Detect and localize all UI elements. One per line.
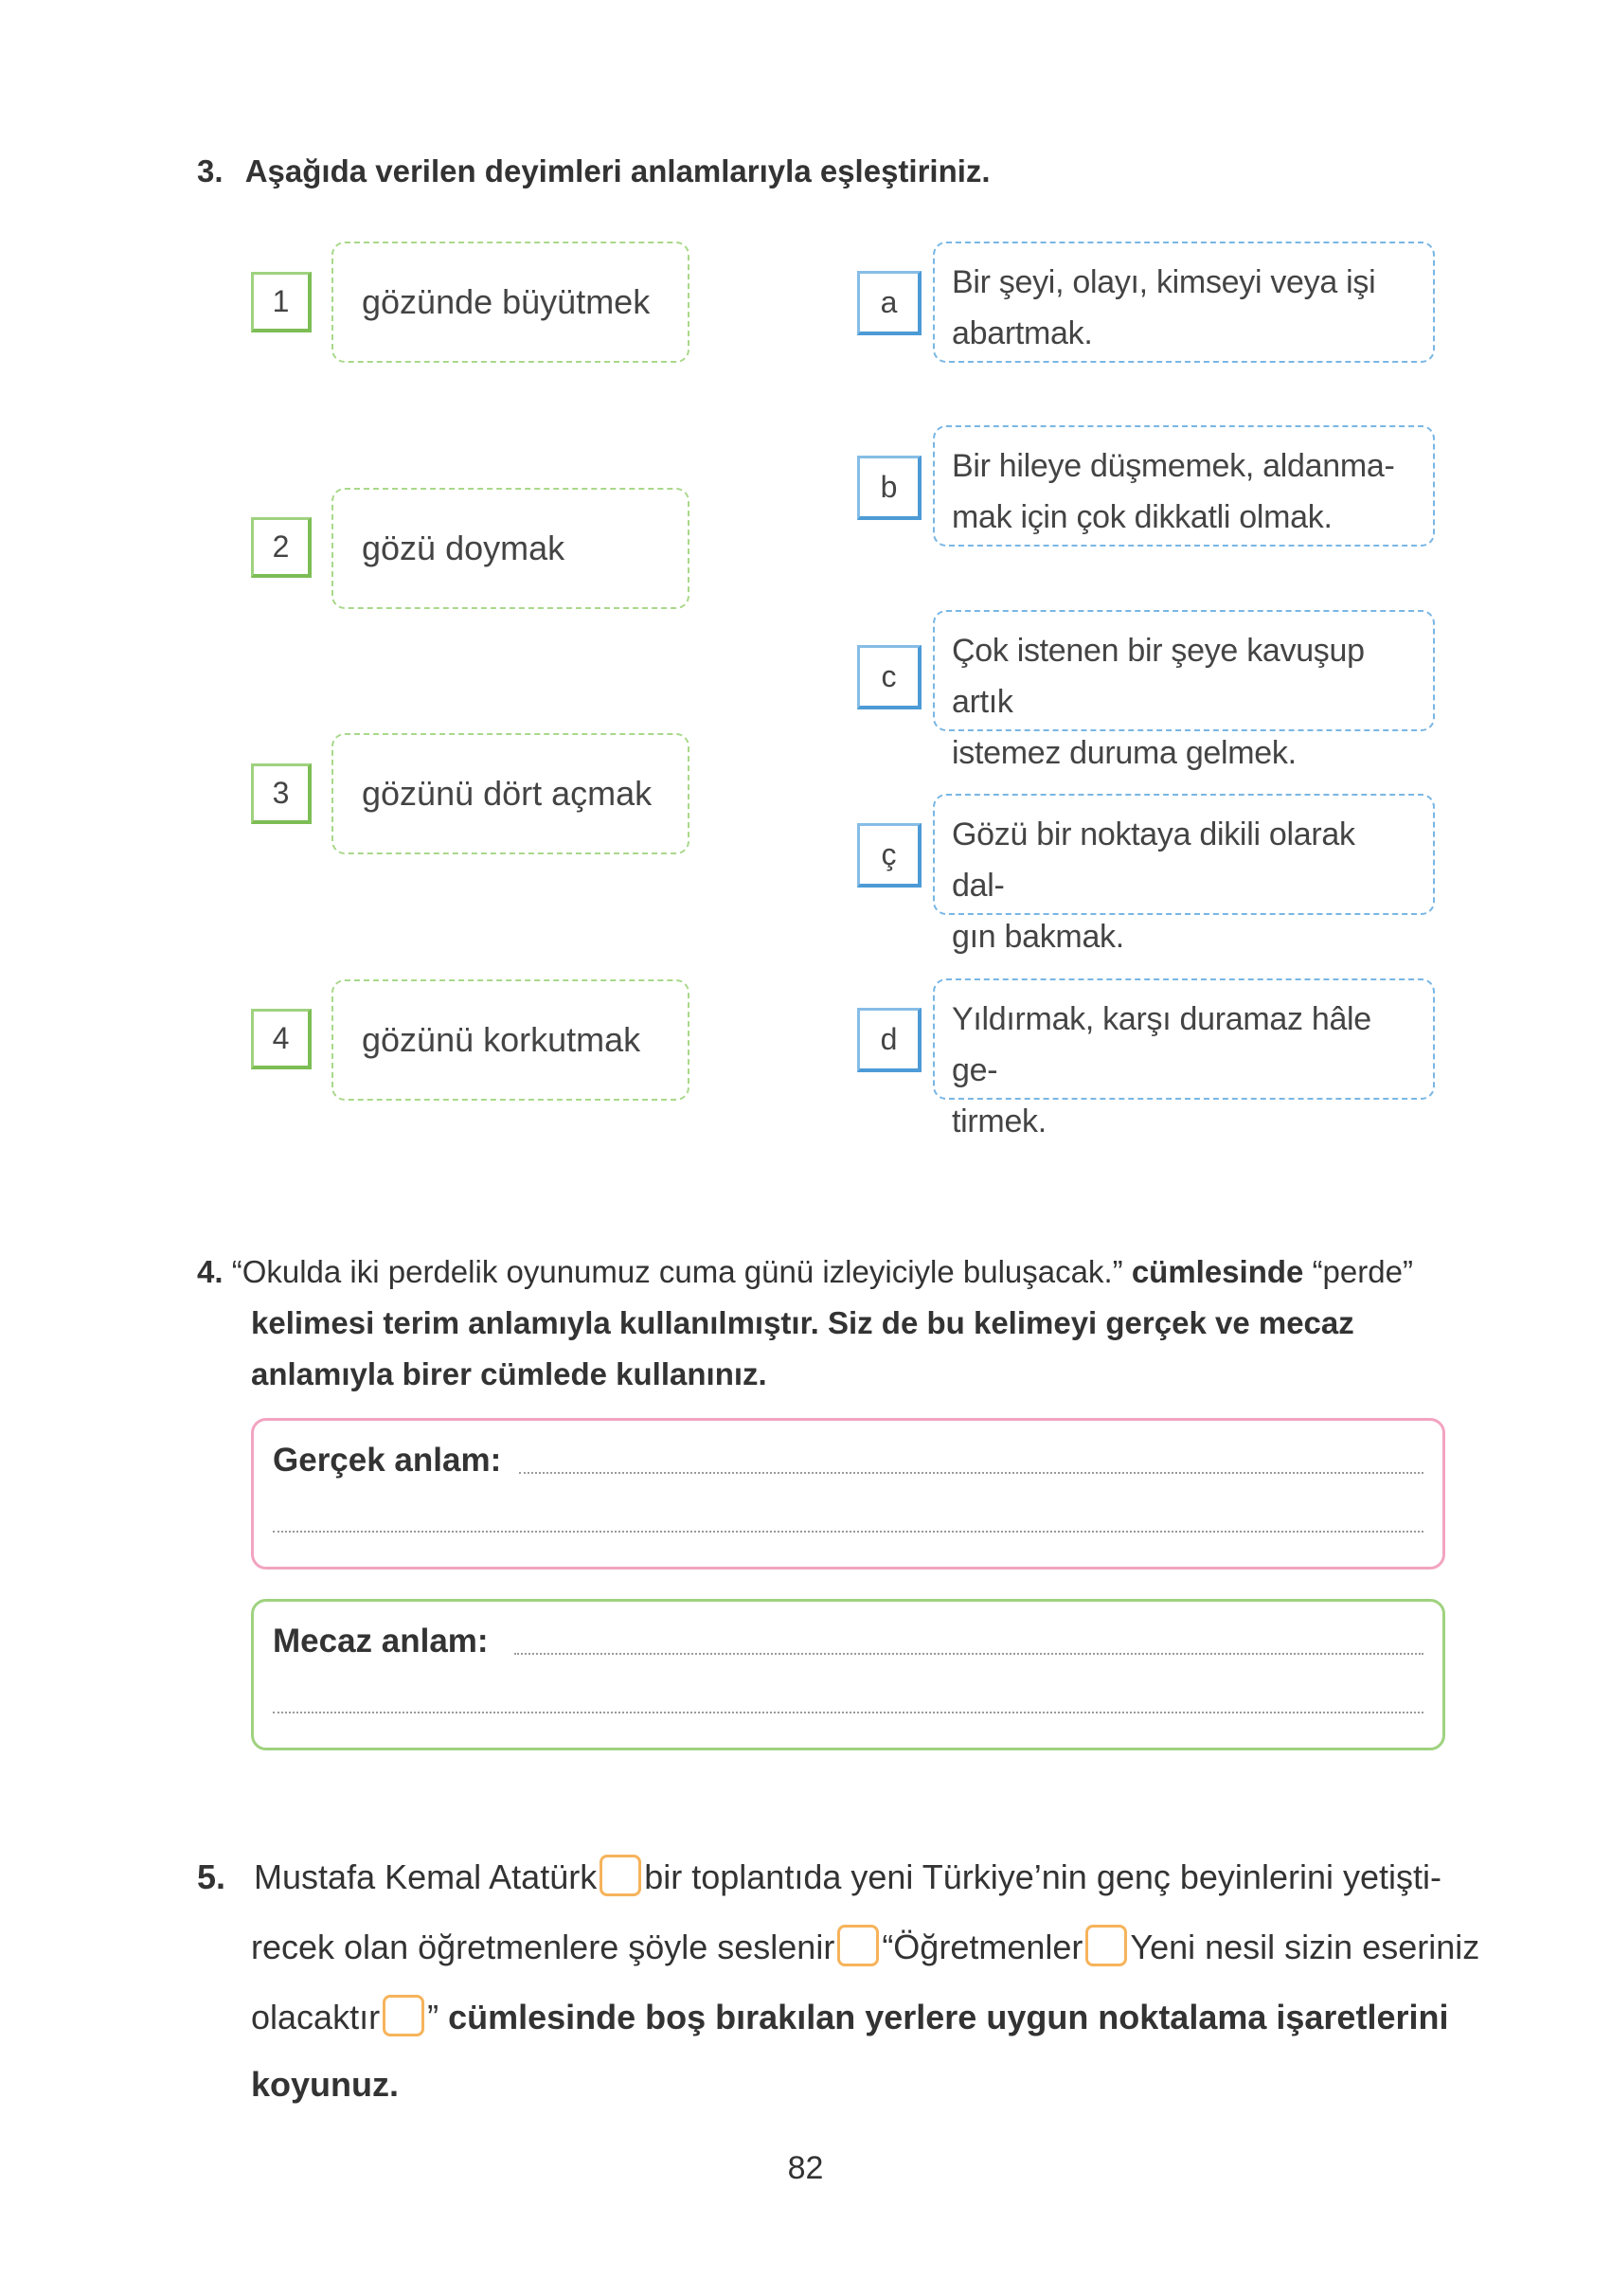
q5-line2-c: Yeni nesil sizin eseriniz xyxy=(1130,1928,1480,1966)
q5-line4 xyxy=(251,2065,399,2105)
q3-heading xyxy=(197,153,991,189)
term-box-1 xyxy=(331,242,689,363)
q5-line2-a: recek olan öğretmenlere şöyle seslenir xyxy=(251,1928,835,1966)
figurative-meaning-answer-line-2[interactable] xyxy=(273,1712,1423,1713)
definition-a-line2: abartmak. xyxy=(952,315,1093,351)
definition-box-d xyxy=(933,978,1435,1139)
figurative-meaning-box xyxy=(251,1599,1445,1750)
q4-number: 4. xyxy=(197,1254,224,1289)
page-number: 82 xyxy=(787,2150,824,2186)
definition-b-line2: mak için çok dikkatli olmak. xyxy=(952,499,1333,535)
term-number-1: 1 xyxy=(251,272,312,332)
q5-line3-b: ” xyxy=(427,1998,439,2036)
q5-line1 xyxy=(197,1855,1441,1897)
definition-letter-d: d xyxy=(857,1008,922,1072)
q5-line2-b: “Öğretmenler xyxy=(882,1928,1083,1966)
q5-number: 5. xyxy=(197,1857,226,1896)
definition-c-cedilla-line1: Gözü bir noktaya dikili olarak dal- xyxy=(952,816,1355,904)
term-text-1: gözünde büyütmek xyxy=(362,282,651,321)
real-meaning-answer-line-2[interactable] xyxy=(273,1531,1423,1533)
definition-box-a xyxy=(933,242,1435,363)
figurative-meaning-answer-line-1[interactable] xyxy=(514,1653,1423,1655)
definition-box-b xyxy=(933,425,1435,547)
definition-letter-c: c xyxy=(857,645,922,709)
q5-line3 xyxy=(251,1995,1448,2037)
real-meaning-label: Gerçek anlam: xyxy=(273,1442,502,1479)
q5-line1-b: bir toplantıda yeni Türkiye’nin genç beyinlerini yetişti- xyxy=(644,1857,1441,1896)
definition-letter-a: a xyxy=(857,271,922,335)
term-text-2: gözü doymak xyxy=(362,529,565,567)
q5-line3-a: olacaktır xyxy=(251,1998,381,2036)
q5-line4-bold: koyunuz. xyxy=(251,2065,400,2104)
figurative-meaning-label: Mecaz anlam: xyxy=(273,1623,489,1659)
term-box-4 xyxy=(331,979,689,1101)
definition-d-line1: Yıldırmak, karşı duramaz hâle ge- xyxy=(952,1001,1371,1088)
q4-word: “perde” xyxy=(1312,1254,1413,1289)
q5-line3-bold: cümlesinde boş bırakılan yerlere uygun noktalama işaretlerini xyxy=(448,1998,1449,2036)
q3-number: 3. xyxy=(197,153,224,188)
definition-d-line2: tirmek. xyxy=(952,1103,1047,1139)
q4-quote: “Okulda iki perdelik oyunumuz cuma günü izleyiciyle buluşacak.” xyxy=(231,1254,1123,1289)
definition-letter-c-cedilla: ç xyxy=(857,823,922,888)
q5-line2 xyxy=(251,1925,1479,1967)
punctuation-blank-4[interactable] xyxy=(383,1995,424,2036)
definition-c-line1: Çok istenen bir şeye kavuşup artık xyxy=(952,633,1365,720)
definition-letter-b: b xyxy=(857,456,922,520)
q4-prompt-line3: anlamıyla birer cümlede kullanınız. xyxy=(251,1356,767,1391)
definition-box-c xyxy=(933,610,1435,771)
term-text-3: gözünü dört açmak xyxy=(362,774,653,813)
term-number-3: 3 xyxy=(251,763,312,824)
term-box-2 xyxy=(331,488,689,609)
q4-bold-text: cümlesinde xyxy=(1131,1254,1304,1289)
definition-box-c-cedilla xyxy=(933,794,1435,955)
punctuation-blank-2[interactable] xyxy=(837,1925,879,1966)
real-meaning-box xyxy=(251,1418,1445,1570)
definition-c-line2: istemez duruma gelmek. xyxy=(952,735,1297,771)
definition-b-line1: Bir hileye düşmemek, aldanma- xyxy=(952,448,1395,484)
q5-line1-a: Mustafa Kemal Atatürk xyxy=(254,1857,598,1896)
term-number-4: 4 xyxy=(251,1009,312,1069)
punctuation-blank-1[interactable] xyxy=(600,1855,641,1896)
term-box-3 xyxy=(331,733,689,854)
definition-c-cedilla-line2: gın bakmak. xyxy=(952,919,1124,955)
q3-instruction: Aşağıda verilen deyimleri anlamlarıyla eşleştiriniz. xyxy=(244,153,991,188)
q4-prompt-line2: kelimesi terim anlamıyla kullanılmıştır. Siz de bu kelimeyi gerçek ve mecaz xyxy=(251,1305,1354,1340)
punctuation-blank-3[interactable] xyxy=(1085,1925,1127,1966)
term-text-4: gözünü korkutmak xyxy=(362,1020,641,1059)
real-meaning-answer-line-1[interactable] xyxy=(519,1472,1423,1474)
term-number-2: 2 xyxy=(251,517,312,578)
q4-prompt-line1 xyxy=(197,1247,1447,1298)
definition-a-line1: Bir şeyi, olayı, kimseyi veya işi xyxy=(952,264,1376,300)
